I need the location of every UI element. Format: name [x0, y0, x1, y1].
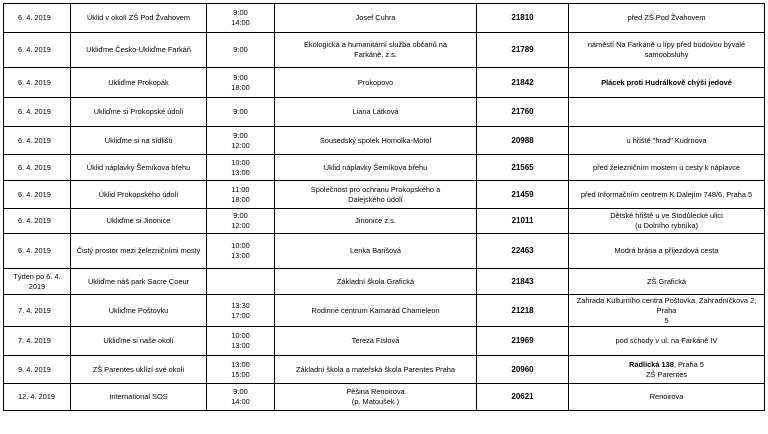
event-time-line: 13:00 — [231, 341, 250, 350]
event-place — [569, 155, 765, 181]
event-place — [569, 356, 765, 384]
event-organizer-line: (p. Matoušek ) — [351, 397, 400, 406]
event-time-line: 12:00 — [231, 221, 250, 230]
event-time — [207, 127, 275, 155]
table-row — [4, 209, 765, 234]
event-time — [207, 181, 275, 209]
event-time-line: 13:00 — [231, 167, 250, 177]
event-place — [569, 327, 765, 356]
event-place-line: 5 — [664, 315, 669, 325]
event-place-line: Radlická 138, Praha 5 — [629, 359, 704, 369]
event-id: 21810 — [477, 4, 569, 33]
event-time-line: 15:00 — [231, 369, 250, 379]
event-organizer — [275, 327, 477, 356]
event-place — [569, 209, 765, 234]
event-date: 6. 4. 2019 — [4, 234, 71, 269]
event-place — [569, 181, 765, 209]
event-place-line: Renoirova — [649, 392, 684, 401]
event-date: 6. 4. 2019 — [4, 155, 71, 181]
event-time — [207, 384, 275, 411]
event-place — [569, 384, 765, 411]
event-time-line: 17:00 — [231, 310, 250, 320]
event-name: Ukliďme si naše okolí — [71, 327, 207, 356]
event-time — [207, 234, 275, 269]
event-place — [569, 295, 765, 327]
table-row — [4, 234, 765, 269]
event-time-line: 10:00 — [231, 241, 250, 250]
table-row — [4, 68, 765, 98]
event-date: 7. 4. 2019 — [4, 295, 71, 327]
event-place-line: před ZŠ Pod Žvahovem — [627, 13, 706, 22]
event-name: Ukliďme si na sídlišti — [71, 127, 207, 155]
event-date: Týden po 6. 4. 2019 — [4, 269, 71, 295]
event-id: 20621 — [477, 384, 569, 411]
event-name: Ukliďme náš park Sacre Coeur — [71, 269, 207, 295]
event-id: 21459 — [477, 181, 569, 209]
event-time-line: 11:00 — [231, 184, 250, 194]
event-time-line: 9:00 — [233, 45, 248, 54]
event-name: Ukliďme si Prokopské údolí — [71, 98, 207, 127]
event-time — [207, 68, 275, 98]
event-name: Úklid v okolí ZŠ Pod Žvahovem — [71, 4, 207, 33]
event-time — [207, 98, 275, 127]
event-name: Čistý prostor mezi železničními mosty — [71, 234, 207, 269]
event-place-line: Zahrada Kulturního centra Poštovka, Zahradníčkova 2, Praha — [576, 295, 757, 315]
event-name: Ukliďme Česko-Ukliďme Farkáň — [71, 33, 207, 68]
event-date: 6. 4. 2019 — [4, 209, 71, 234]
event-name: Úklid náplavky Šemíkova břehu — [71, 155, 207, 181]
event-id: 21789 — [477, 33, 569, 68]
event-organizer — [275, 269, 477, 295]
event-id: 20960 — [477, 356, 569, 384]
event-id: 20988 — [477, 127, 569, 155]
event-place-line: Dětské hřiště u ve Stodůlecké ulici — [610, 211, 723, 220]
event-place — [569, 98, 765, 127]
event-date: 12. 4. 2019 — [4, 384, 71, 411]
event-organizer — [275, 181, 477, 209]
table-row — [4, 384, 765, 411]
event-place — [569, 269, 765, 295]
event-organizer — [275, 127, 477, 155]
event-time-line: 9:00 — [233, 130, 248, 140]
event-organizer — [275, 295, 477, 327]
event-place — [569, 33, 765, 68]
event-time-line: 9:00 — [233, 72, 248, 82]
event-id: 21218 — [477, 295, 569, 327]
event-organizer — [275, 234, 477, 269]
event-organizer — [275, 356, 477, 384]
event-time-line: 9:00 — [233, 211, 248, 220]
event-place — [569, 127, 765, 155]
event-time-line: 13:00 — [231, 251, 250, 260]
event-time — [207, 295, 275, 327]
event-organizer — [275, 384, 477, 411]
event-date: 6. 4. 2019 — [4, 181, 71, 209]
event-date: 7. 4. 2019 — [4, 327, 71, 356]
event-id: 21842 — [477, 68, 569, 98]
event-name: Ukliďme Poštovku — [71, 295, 207, 327]
event-time-line: 18:00 — [231, 82, 250, 92]
event-time-line: 14:00 — [231, 397, 250, 406]
event-place-line: Plácek proti Hudrálkově chýši jedové — [601, 77, 732, 87]
event-organizer-line: Pěšina Renoirova — [346, 387, 405, 396]
table-row — [4, 155, 765, 181]
event-organizer-line: Tereza Fislová — [351, 336, 400, 345]
table-row — [4, 269, 765, 295]
table-row — [4, 98, 765, 127]
event-place-line: před železničním mostem u cesty k náplavce — [592, 162, 741, 172]
event-organizer-line: Farkáně, z.s. — [354, 50, 397, 59]
event-place-line: pod schody v ul. na Farkáně IV — [615, 336, 718, 345]
event-organizer-line: Úklid náplavky Šemíkova břehu — [323, 162, 428, 172]
event-place-line: (u Dolního rybníka) — [635, 221, 698, 230]
event-place-line: před Informačním centrem K Dalejím 748/6, Praha 5 — [580, 189, 753, 199]
table-row — [4, 356, 765, 384]
event-place — [569, 4, 765, 33]
event-time — [207, 33, 275, 68]
event-time — [207, 4, 275, 33]
table-row — [4, 295, 765, 327]
event-place — [569, 234, 765, 269]
event-name: Ukliďme si Jinonice — [71, 209, 207, 234]
event-organizer-line: Liana Látková — [352, 107, 399, 116]
event-time-line: 14:00 — [231, 18, 250, 27]
event-organizer-line: Prokopovo — [357, 77, 394, 87]
event-organizer-line: Sousedský spolek Homolka-Motol — [319, 135, 432, 145]
event-id: 21760 — [477, 98, 569, 127]
table-row — [4, 327, 765, 356]
event-place-line: náměstí Na Farkáně u lípy před budovou bývalé samoobsluhy — [587, 40, 746, 59]
event-time-line: 9:00 — [233, 8, 248, 17]
event-place-line: Modrá brána a příjezdová cesta — [614, 246, 719, 255]
event-time-line: 13:30 — [231, 300, 250, 310]
event-organizer-line: Základní škola a mateřská škola Parentes Praha — [296, 364, 455, 374]
event-place-line: ZŠ Grafická — [646, 276, 686, 286]
event-date: 6. 4. 2019 — [4, 4, 71, 33]
event-organizer — [275, 68, 477, 98]
table-row — [4, 127, 765, 155]
event-time-line: 13:00 — [231, 359, 250, 369]
event-organizer — [275, 98, 477, 127]
event-organizer-line: Společnost pro ochranu Prokopského a — [310, 184, 441, 194]
table-row — [4, 181, 765, 209]
event-time-line: 9:00 — [233, 387, 248, 396]
event-place-line: ZŠ Parentes — [645, 369, 688, 379]
event-date: 6. 4. 2019 — [4, 68, 71, 98]
event-place — [569, 68, 765, 98]
event-date: 6. 4. 2019 — [4, 127, 71, 155]
event-time-line: 10:00 — [231, 157, 250, 167]
event-organizer — [275, 209, 477, 234]
event-organizer-line: Jinonice z.s. — [355, 216, 396, 225]
event-date: 6. 4. 2019 — [4, 33, 71, 68]
event-name: International SOS — [71, 384, 207, 411]
event-date: 9. 4. 2019 — [4, 356, 71, 384]
event-time-line: 12:00 — [231, 140, 250, 150]
event-organizer — [275, 33, 477, 68]
event-place-line: u hřiště "hrad" Kudrnova — [626, 135, 707, 145]
event-time-line: 9:00 — [233, 107, 248, 116]
event-time — [207, 155, 275, 181]
event-organizer-line: Rodinné centrum Kamarád Chameleon — [311, 305, 440, 315]
event-organizer-line: Lenka Barišová — [350, 246, 401, 255]
event-id: 21565 — [477, 155, 569, 181]
event-time-line: 10:00 — [231, 331, 250, 340]
event-time — [207, 356, 275, 384]
event-time-line: 18:00 — [231, 194, 250, 204]
event-time — [207, 327, 275, 356]
table-row — [4, 33, 765, 68]
event-organizer-line: Dalejského údolí — [348, 194, 403, 204]
event-organizer-line: Ekologická a humanitární služba občanů na — [304, 40, 447, 49]
event-name: ZŠ Parentes uklízí své okolí — [71, 356, 207, 384]
events-table — [3, 3, 765, 411]
table-row — [4, 4, 765, 33]
event-organizer-line: Josef Cuhra — [355, 13, 396, 22]
event-name: Úklid Prokopského údolí — [71, 181, 207, 209]
event-organizer-line: Základní škola Grafická — [336, 276, 415, 286]
event-organizer — [275, 155, 477, 181]
event-id: 21969 — [477, 327, 569, 356]
event-time — [207, 269, 275, 295]
event-id: 21843 — [477, 269, 569, 295]
event-name: Ukliďme Prokopák — [71, 68, 207, 98]
event-id: 21011 — [477, 209, 569, 234]
event-organizer — [275, 4, 477, 33]
event-time — [207, 209, 275, 234]
event-id: 22463 — [477, 234, 569, 269]
event-date: 6. 4. 2019 — [4, 98, 71, 127]
